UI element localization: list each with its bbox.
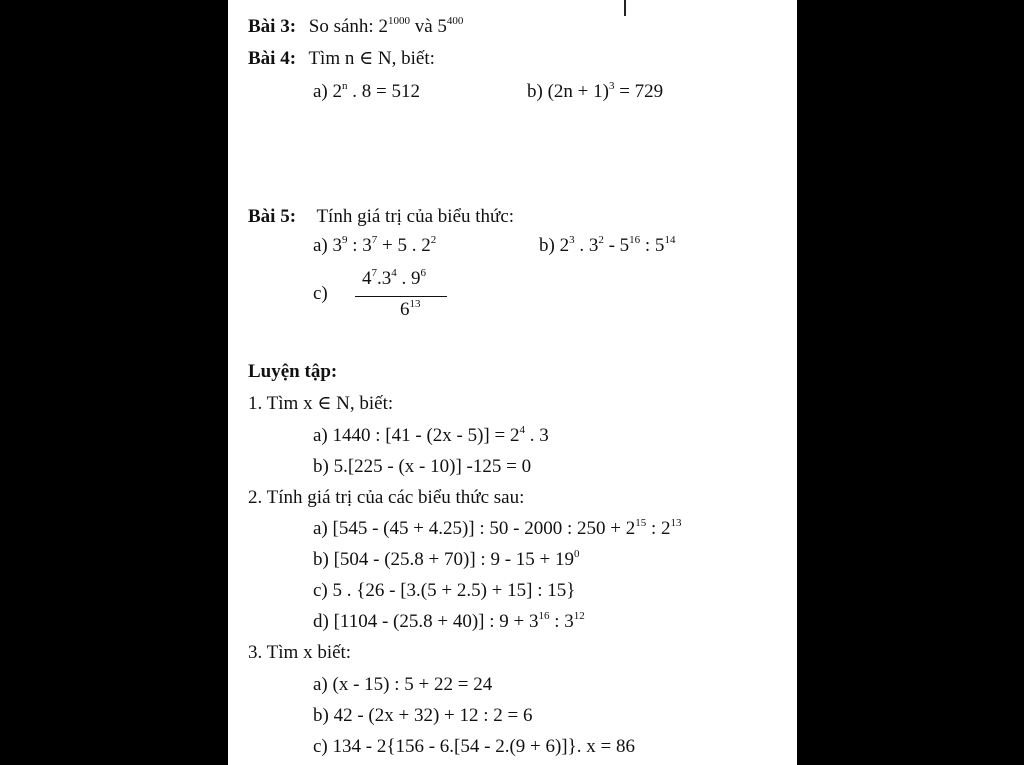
bai5-a: a) $3^9$ : $3^7 + 5$ . $2^2$ [313,233,437,256]
bai5-c-numerator: $4^7.3^4$ . $9^6$ [362,266,426,289]
q3-a: a) (x - 15) : 5 + 22 = 24 [313,674,493,695]
text-cursor [624,0,626,16]
q2-a: a) [545 - (45 + 4.25)] : 50 - 2000 : $250 + 2^{15}$ : $2^{13}$ [313,516,682,539]
q2-text: 2. Tính giá trị của các biểu thức sau: [248,487,525,508]
q2-c: c) 5 . {26 - [3.(5 + 2.5) + 15] : 15} [313,580,576,601]
bai5-line [248,205,514,229]
bai5-label: Bài 5: [248,206,297,227]
bai4-a: a) 2$^n$ . 8 = 512 [313,79,420,102]
bai5-b: b) $2^3$ . $3^2 - 5^{16}$ : $5^{14}$ [539,233,676,256]
q1-a: a) 1440 : $[41 - (2x - 5)] = 2^4$ . 3 [313,423,549,446]
q1-text: 1. Tìm x ∈ N, biết: [248,393,394,414]
q3-text: 3. Tìm x biết: [248,642,352,663]
bai3-exp2: 400 [446,14,464,27]
q2-d: d) [1104 - (25.8 + 40)] : $9 + 3^{16}$ : $3^{12}$ [313,609,585,632]
bai5-c-denominator: $6^{13}$ [400,297,421,320]
bai3-text: So sánh: 2 [308,16,388,37]
bai5-c-fraction-bar [355,296,447,297]
document-page [228,0,797,765]
bai3-line [248,15,463,39]
bai4-b: b) $(2n + 1)^3 = 729$ [527,79,664,102]
bai4-text: Tìm n ∈ N, biết: [308,48,435,69]
luyen-tap-title: Luyện tập: [248,361,338,382]
bai4-label: Bài 4: [248,48,297,69]
bai5-text: Tính giá trị của biểu thức: [316,206,515,227]
bai3-mid: và 5 [409,16,447,37]
q2-b: b) [504 - (25.8 + 70)] : $9 - 15 + 19^0$ [313,547,580,570]
bai3-exp1: 1000 [387,14,410,27]
bai5-c-label: c) [313,283,328,304]
q3-c: c) 134 - 2{156 - 6.[54 - 2.(9 + 6)]}. x = 86 [313,736,635,757]
q1-b: b) 5.[225 - (x - 10)] -125 = 0 [313,456,532,477]
bai4-line [248,47,435,71]
q3-b: b) 42 - (2x + 32) + 12 : 2 = 6 [313,705,533,726]
bai3-label: Bài 3: [248,16,297,37]
